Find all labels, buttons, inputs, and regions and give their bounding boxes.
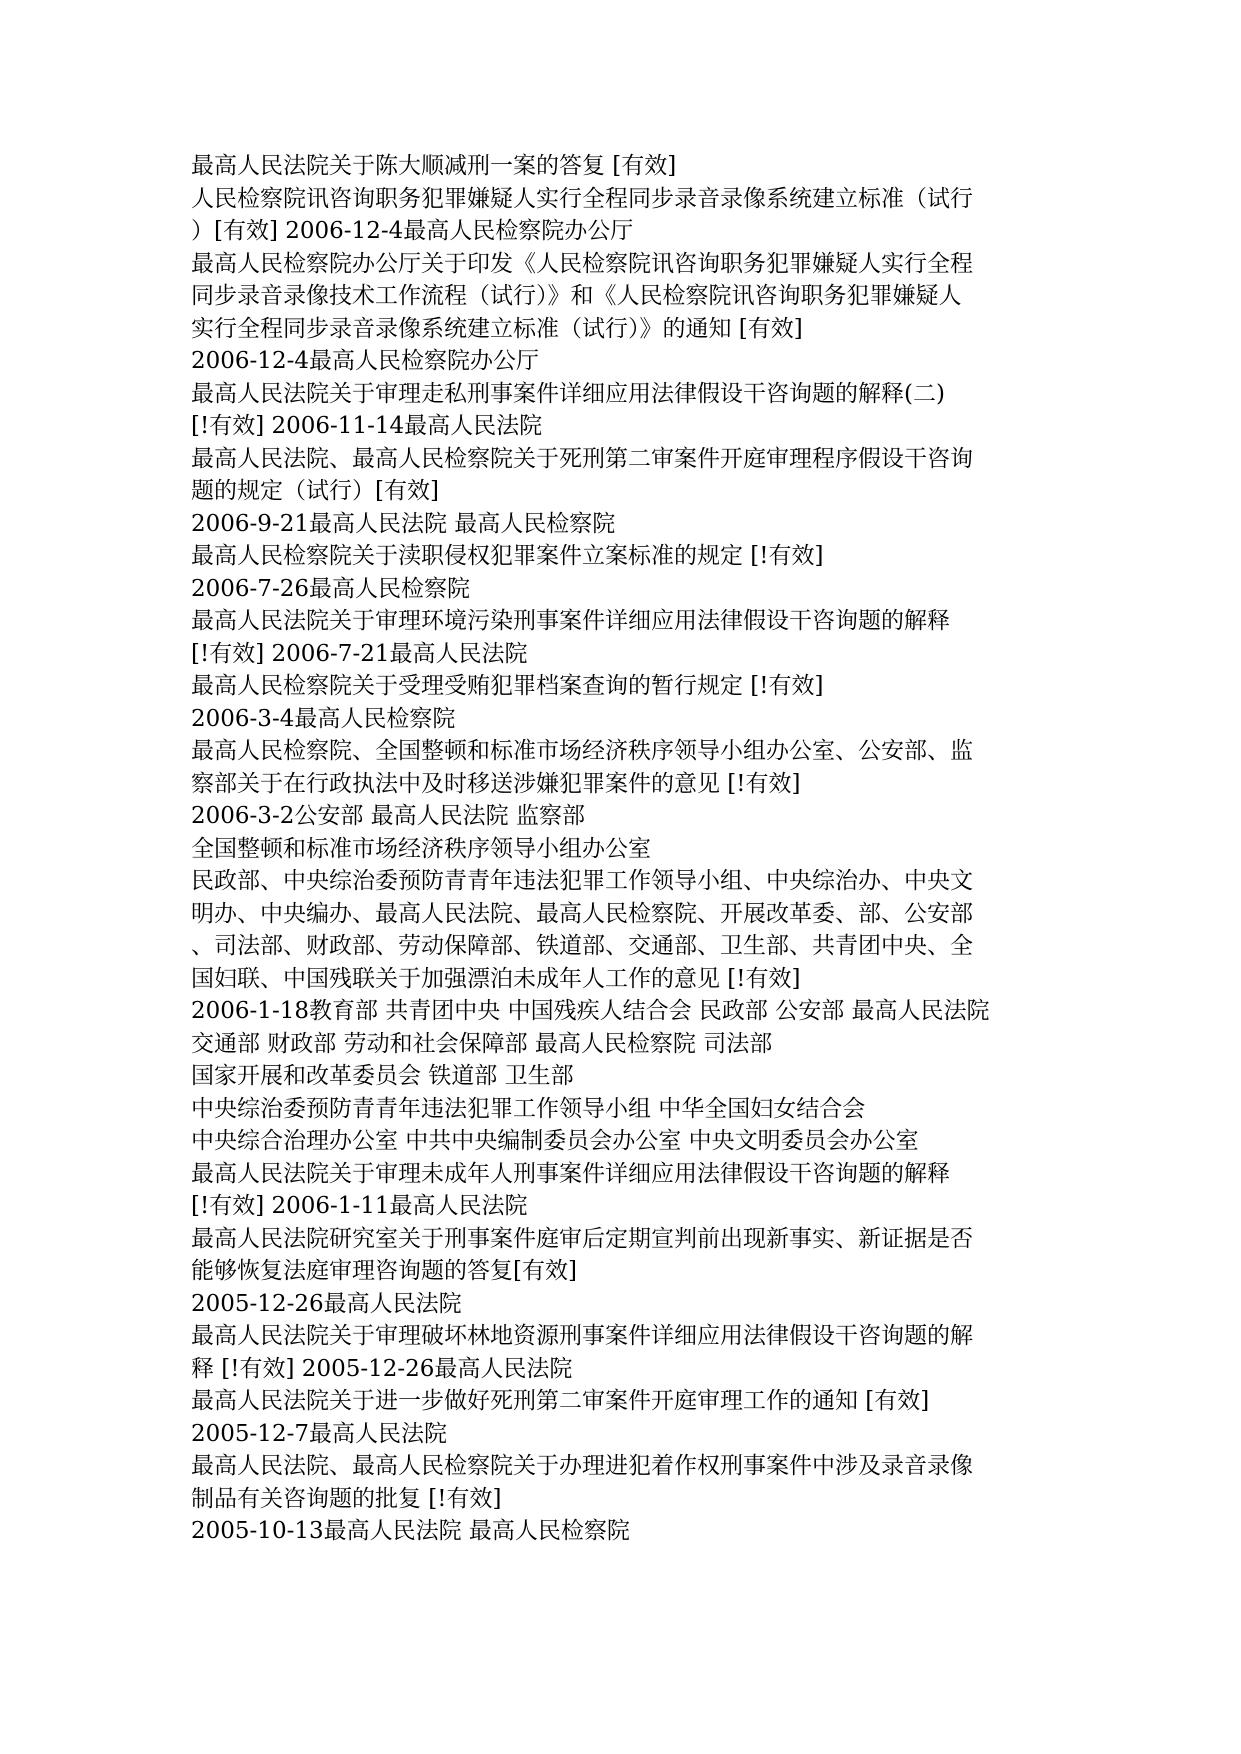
text-line: 国家开展和改革委员会 铁道部 卫生部 xyxy=(191,1063,574,1089)
text-line: 中央综治委预防青青年违法犯罪工作领导小组 中华全国妇女结合会 xyxy=(191,1095,866,1122)
text-line: 国妇联、中国残联关于加强漂泊未成年人工作的意见 [!有效] xyxy=(191,965,801,992)
text-line: 、司法部、财政部、劳动保障部、铁道部、交通部、卫生部、共青团中央、全 xyxy=(191,933,973,959)
text-line: 民政部、中央综治委预防青青年违法犯罪工作领导小组、中央综治办、中央文 xyxy=(191,868,973,894)
document-body xyxy=(191,150,1061,1548)
text-line: 最高人民法院关于审理破坏林地资源刑事案件详细应用法律假设干咨询题的解 xyxy=(191,1323,973,1349)
text-line: ）[有效] 2006-12-4最高人民检察院办公厅 xyxy=(191,218,634,244)
text-line: 最高人民检察院办公厅关于印发《人民检察院讯咨询职务犯罪嫌疑人实行全程 xyxy=(191,250,973,277)
text-line: 中央综合治理办公室 中共中央编制委员会办公室 中央文明委员会办公室 xyxy=(191,1128,919,1154)
text-line: 同步录音录像技术工作流程（试行）》和《人民检察院讯咨询职务犯罪嫌疑人 xyxy=(191,283,962,309)
text-line: 全国整顿和标准市场经济秩序领导小组办公室 xyxy=(191,835,651,862)
text-line: 最高人民检察院关于渎职侵权犯罪案件立案标准的规定 [!有效] xyxy=(191,543,824,569)
text-line: 最高人民法院关于进一步做好死刑第二审案件开庭审理工作的通知 [有效] xyxy=(191,1388,930,1414)
text-line: 交通部 财政部 劳动和社会保障部 最高人民检察院 司法部 xyxy=(191,1030,773,1057)
text-line: 2005-12-26最高人民法院 xyxy=(191,1290,462,1317)
text-line: 2005-12-7最高人民法院 xyxy=(191,1420,447,1447)
text-line: 2006-1-18教育部 共青团中央 中国残疾人结合会 民政部 公安部 最高人民法院 xyxy=(191,998,990,1024)
text-line: 2006-3-4最高人民检察院 xyxy=(191,705,456,732)
text-line: 释 [!有效] 2005-12-26最高人民法院 xyxy=(191,1355,573,1382)
text-line: 最高人民法院关于审理走私刑事案件详细应用法律假设干咨询题的解释(二) xyxy=(191,380,945,407)
text-line: 最高人民法院、最高人民检察院关于办理进犯着作权刑事案件中涉及录音录像 xyxy=(191,1453,973,1479)
text-line: 最高人民检察院关于受理受贿犯罪档案查询的暂行规定 [!有效] xyxy=(191,673,824,699)
text-line: 人民检察院讯咨询职务犯罪嫌疑人实行全程同步录音录像系统建立标准（试行 xyxy=(191,185,973,212)
text-line: 2006-12-4最高人民检察院办公厅 xyxy=(191,348,539,374)
text-line: 最高人民法院关于审理未成年人刑事案件详细应用法律假设干咨询题的解释 xyxy=(191,1160,950,1187)
text-line: 制品有关咨询题的批复 [!有效] xyxy=(191,1485,502,1512)
text-line: 题的规定（试行）[有效] xyxy=(191,478,439,504)
text-line: [!有效] 2006-11-14最高人民法院 xyxy=(191,413,543,439)
text-line: 最高人民检察院、全国整顿和标准市场经济秩序领导小组办公室、公安部、监 xyxy=(191,738,973,764)
text-line: 最高人民法院关于审理环境污染刑事案件详细应用法律假设干咨询题的解释 xyxy=(191,608,950,634)
text-line: 明办、中央编办、最高人民法院、最高人民检察院、开展改革委、部、公安部 xyxy=(191,900,973,927)
text-line: [!有效] 2006-7-21最高人民法院 xyxy=(191,640,528,667)
text-line: 2006-3-2公安部 最高人民法院 监察部 xyxy=(191,803,585,829)
text-line: 最高人民法院关于陈大顺减刑一案的答复 [有效] xyxy=(191,153,677,179)
text-line: 察部关于在行政执法中及时移送涉嫌犯罪案件的意见 [!有效] xyxy=(191,770,801,797)
text-line: 2005-10-13最高人民法院 最高人民检察院 xyxy=(191,1518,630,1544)
text-line: 2006-9-21最高人民法院 最高人民检察院 xyxy=(191,510,616,537)
text-line: 实行全程同步录音录像系统建立标准（试行）》的通知 [有效] xyxy=(191,315,803,342)
text-line: [!有效] 2006-1-11最高人民法院 xyxy=(191,1193,528,1219)
text-line: 最高人民法院、最高人民检察院关于死刑第二审案件开庭审理程序假设干咨询 xyxy=(191,445,973,472)
text-line: 2006-7-26最高人民检察院 xyxy=(191,575,470,602)
text-line: 能够恢复法庭审理咨询题的答复[有效] xyxy=(191,1258,577,1284)
text-line: 最高人民法院研究室关于刑事案件庭审后定期宣判前出现新事实、新证据是否 xyxy=(191,1225,973,1252)
